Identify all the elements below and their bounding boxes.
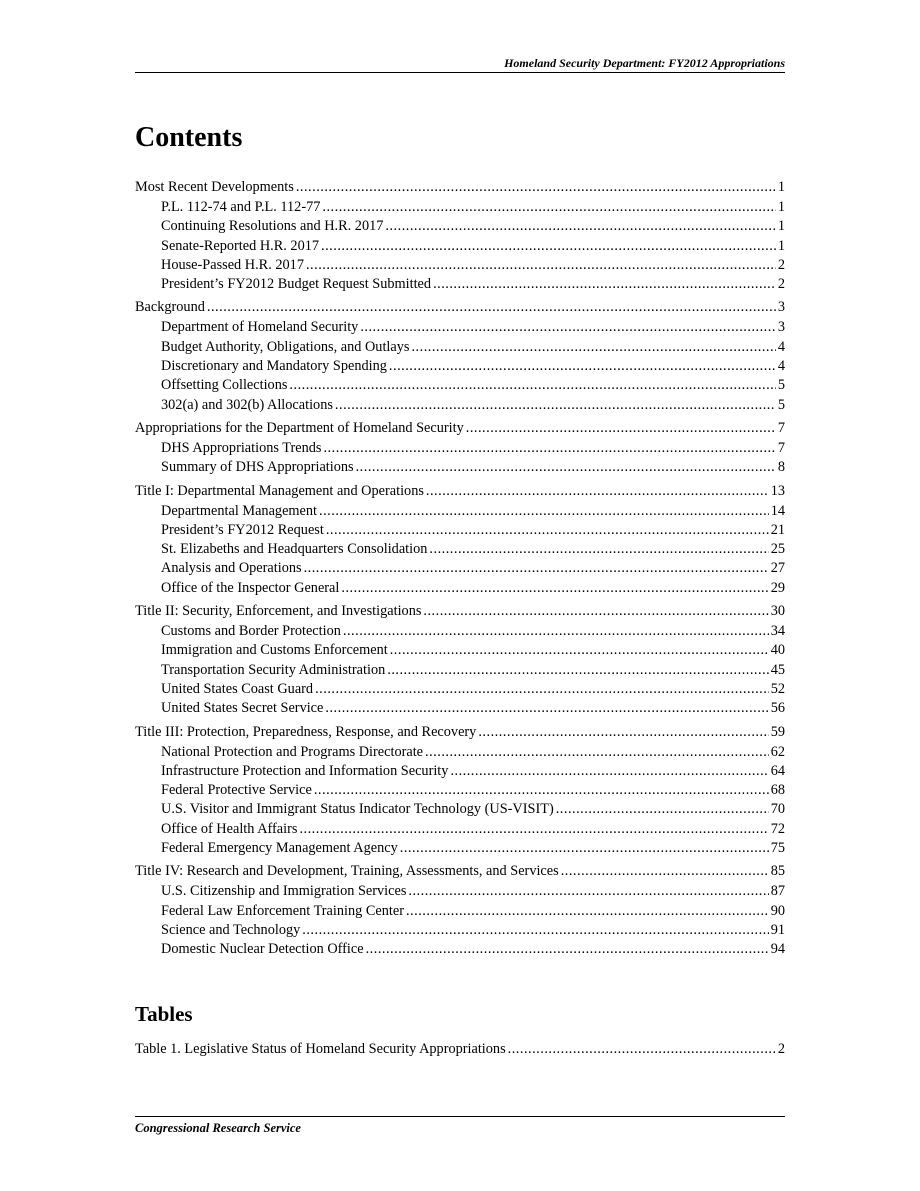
toc-entry-label: House-Passed H.R. 2017 [161,256,304,273]
dot-leader [321,237,776,256]
toc-entry-page: 75 [770,840,785,857]
toc-entry-page: 68 [770,782,785,799]
toc-entry[interactable] [135,601,785,621]
toc-entry-label: Science and Technology [161,921,301,938]
toc-entry-label: Federal Protective Service [161,782,312,799]
toc-entry-label: Federal Law Enforcement Training Center [161,902,404,919]
toc-entry-page: 13 [770,482,785,499]
dot-leader [556,800,769,819]
dot-leader [450,762,768,781]
dot-leader [296,177,776,197]
dot-leader [323,439,775,458]
running-header: Homeland Security Department: FY2012 Appropriations [504,56,785,70]
toc-entry[interactable] [135,418,785,438]
dot-leader [325,699,768,718]
toc-entry-page: 72 [770,820,785,837]
toc-entry[interactable] [135,396,785,415]
toc-entry-label: Title III: Protection, Preparedness, Response, and Recovery [135,723,477,740]
toc-entry-label: Continuing Resolutions and H.R. 2017 [161,218,384,235]
toc-entry-label: Immigration and Customs Enforcement [161,642,388,659]
toc-entry[interactable] [135,481,785,501]
toc-entry-page: 25 [770,541,785,558]
toc-entry-page: 7 [777,439,785,456]
dot-leader [341,579,768,598]
toc-entry-label: P.L. 112-74 and P.L. 112-77 [161,199,321,215]
toc-entry[interactable] [135,376,785,395]
dot-leader [423,601,768,621]
toc-entry[interactable] [135,641,785,660]
dot-leader [433,275,776,294]
toc-entry-page: 40 [770,642,785,659]
toc-entry-page: 5 [777,377,785,394]
toc-entry[interactable] [135,622,785,641]
dot-leader [322,198,775,217]
dot-leader [408,882,768,901]
dot-leader [390,641,769,660]
dot-leader [400,839,769,858]
dot-leader [319,502,769,521]
footer-rule [135,1116,785,1117]
dot-leader [366,940,769,959]
toc-entry-label: Budget Authority, Obligations, and Outlays [161,338,410,355]
toc-entry-label: Office of the Inspector General [161,579,340,596]
toc-entry[interactable] [135,680,785,699]
toc-entry[interactable] [135,820,785,839]
dot-leader [466,418,776,438]
list-of-tables [135,1039,785,1059]
toc-entry-page: 8 [777,459,785,476]
toc-entry-page: 4 [777,358,785,375]
toc-entry-page: 87 [770,883,785,900]
toc-entry[interactable] [135,217,785,236]
toc-entry-label: U.S. Visitor and Immigrant Status Indicator Technology (US-VISIT) [161,801,554,818]
toc-entry[interactable] [135,521,785,540]
toc-entry[interactable] [135,661,785,680]
toc-entry-page: 14 [770,502,785,519]
toc-entry[interactable] [135,177,785,197]
toc-entry-label: United States Coast Guard [161,680,314,697]
toc-entry-page: 70 [770,801,785,818]
toc-entry-label: Title I: Departmental Management and Operations [135,482,424,499]
toc-entry[interactable] [135,318,785,337]
dot-leader [389,357,776,376]
toc-entry[interactable] [135,579,785,598]
dot-leader [343,622,769,641]
toc-entry[interactable] [135,800,785,819]
toc-entry[interactable] [135,861,785,881]
toc-entry-page: 1 [777,179,785,195]
dot-leader [385,217,775,236]
toc-entry-label: Domestic Nuclear Detection Office [161,941,364,958]
dot-leader [335,396,776,415]
table-of-contents [135,177,785,960]
toc-entry[interactable] [135,839,785,858]
toc-entry[interactable] [135,297,785,317]
toc-entry-label: Department of Homeland Security [161,319,359,336]
toc-entry-page: 27 [770,560,785,577]
dot-leader [326,521,769,540]
toc-entry-label: Analysis and Operations [161,560,302,577]
dot-leader [299,820,768,839]
toc-entry-page: 2 [777,256,785,273]
toc-entry[interactable] [135,256,785,275]
toc-entry-label: Most Recent Developments [135,179,294,195]
toc-entry-page: 30 [770,603,785,620]
toc-entry-label: Table 1. Legislative Status of Homeland Security Appropriations [135,1041,506,1057]
toc-entry-label: 302(a) and 302(b) Allocations [161,396,333,413]
dot-leader [304,559,769,578]
toc-entry[interactable] [135,882,785,901]
header-rule [135,72,785,73]
toc-entry-page: 91 [770,921,785,938]
toc-entry[interactable] [135,781,785,800]
dot-leader [478,722,768,742]
toc-entry-page: 1 [777,237,785,254]
toc-entry-label: Offsetting Collections [161,377,288,394]
toc-entry-page: 94 [770,941,785,958]
toc-entry-page: 1 [777,199,785,215]
dot-leader [306,256,776,275]
toc-entry[interactable] [135,722,785,742]
dot-leader [314,781,769,800]
toc-entry[interactable] [135,357,785,376]
toc-entry[interactable] [135,338,785,357]
toc-entry-page: 45 [770,661,785,678]
toc-entry-page: 3 [777,299,785,316]
toc-entry[interactable] [135,559,785,578]
dot-leader [429,540,768,559]
toc-entry[interactable] [135,762,785,781]
toc-entry-page: 62 [770,743,785,760]
dot-leader [561,861,769,881]
toc-entry-label: President’s FY2012 Request [161,521,324,538]
dot-leader [302,921,768,940]
toc-entry[interactable] [135,902,785,921]
toc-entry[interactable] [135,699,785,718]
dot-leader [360,318,776,337]
dot-leader [387,661,768,680]
dot-leader [207,297,776,317]
toc-entry[interactable] [135,743,785,762]
toc-entry-label: U.S. Citizenship and Immigration Services [161,883,407,900]
contents-heading: Contents [135,122,243,153]
toc-entry-label: Customs and Border Protection [161,623,341,640]
dot-leader [289,376,775,395]
toc-entry[interactable] [135,237,785,256]
toc-entry-label: Federal Emergency Management Agency [161,840,398,857]
toc-entry-page: 34 [770,623,785,640]
toc-entry[interactable] [135,275,785,294]
toc-entry-label: DHS Appropriations Trends [161,439,322,456]
toc-entry-label: Title II: Security, Enforcement, and Investigations [135,603,422,620]
toc-entry-label: National Protection and Programs Directorate [161,743,424,760]
toc-entry-label: Appropriations for the Department of Homeland Security [135,419,464,436]
toc-entry-label: Infrastructure Protection and Information Security [161,762,449,779]
tables-heading: Tables [135,1002,193,1026]
toc-entry-label: President’s FY2012 Budget Request Submitted [161,276,432,293]
toc-entry-page: 21 [770,521,785,538]
toc-entry[interactable] [135,458,785,477]
toc-entry[interactable] [135,940,785,959]
toc-entry-label: Senate-Reported H.R. 2017 [161,237,320,254]
toc-entry[interactable] [135,502,785,521]
toc-entry-page: 1 [777,218,785,235]
toc-entry-label: Background [135,299,205,316]
toc-entry-page: 52 [770,680,785,697]
toc-entry-page: 5 [777,396,785,413]
toc-entry-label: Transportation Security Administration [161,661,386,678]
toc-entry-page: 56 [770,700,785,717]
toc-entry-label: Departmental Management [161,502,318,519]
toc-entry-label: Summary of DHS Appropriations [161,459,354,476]
footer-source: Congressional Research Service [135,1121,301,1135]
toc-entry-page: 4 [777,338,785,355]
dot-leader [411,338,775,357]
toc-entry[interactable] [135,1039,785,1059]
toc-entry-label: Title IV: Research and Development, Training, Assessments, and Services [135,863,559,880]
toc-entry-page: 3 [777,319,785,336]
dot-leader [426,481,769,501]
toc-entry-label: United States Secret Service [161,700,324,717]
toc-entry-page: 7 [777,419,785,436]
toc-entry[interactable] [135,439,785,458]
dot-leader [406,902,769,921]
dot-leader [315,680,769,699]
toc-entry[interactable] [135,540,785,559]
toc-entry[interactable] [135,921,785,940]
toc-entry-label: St. Elizabeths and Headquarters Consolidation [161,541,428,558]
toc-entry-page: 2 [777,1041,785,1057]
toc-entry-page: 85 [770,863,785,880]
toc-entry-page: 29 [770,579,785,596]
dot-leader [508,1039,776,1059]
toc-entry-label: Discretionary and Mandatory Spending [161,358,387,375]
toc-entry-page: 64 [770,762,785,779]
toc-entry[interactable] [135,198,785,217]
toc-entry-label: Office of Health Affairs [161,820,298,837]
dot-leader [356,458,776,477]
toc-entry-page: 59 [770,723,785,740]
dot-leader [425,743,769,762]
toc-entry-page: 2 [777,276,785,293]
toc-entry-page: 90 [770,902,785,919]
